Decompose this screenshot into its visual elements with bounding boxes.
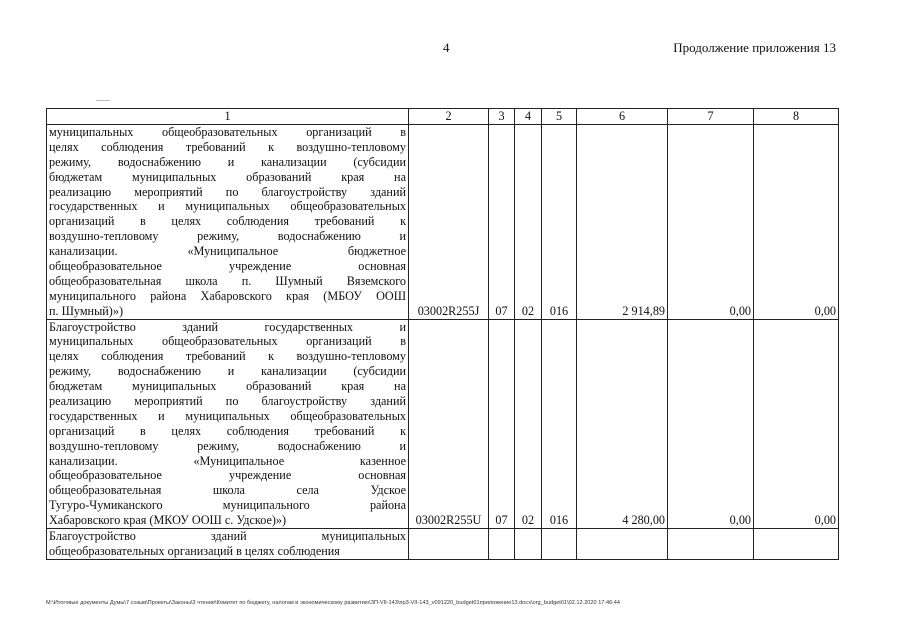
- amount-col6: 2 914,89: [577, 125, 668, 320]
- description-line: общеобразовательная школа п. Шумный Вяземского: [49, 273, 406, 288]
- column-header: 4: [515, 109, 542, 125]
- description-line: Благоустройство зданий государственных и: [49, 319, 406, 334]
- expense-type-code: 016: [542, 125, 577, 320]
- description-line: бюджетам муниципальных образований края на: [49, 379, 406, 394]
- row-description: [47, 125, 409, 320]
- row-description: [47, 319, 409, 528]
- description-line: организаций в целях соблюдения требований к: [49, 423, 406, 438]
- amount-col7: 0,00: [668, 125, 754, 320]
- column-header: 7: [668, 109, 754, 125]
- description-line: общеобразовательная школа села Удское: [49, 483, 406, 498]
- description-line: общеобразовательных организаций в целях соблюдения: [49, 543, 340, 558]
- description-line: целях соблюдения требований к воздушно-тепловому: [49, 139, 406, 154]
- column-header: 2: [409, 109, 489, 125]
- description-line: Хабаровского края (МКОУ ООШ с. Удское)»): [49, 513, 287, 528]
- amount-col8: [754, 529, 839, 560]
- page-number: 4: [443, 40, 450, 55]
- table-header-row: [47, 109, 839, 125]
- description-line: режиму, водоснабжению и канализации (субсидии: [49, 154, 406, 169]
- row-description: [47, 529, 409, 560]
- budget-table: [46, 108, 839, 560]
- description-line: реализацию мероприятий по благоустройству зданий: [49, 184, 406, 199]
- description-line: целях соблюдения требований к воздушно-тепловому: [49, 349, 406, 364]
- section-code: 07: [489, 319, 515, 528]
- description-line: режиму, водоснабжению и канализации (субсидии: [49, 364, 406, 379]
- description-line: воздушно-тепловому режиму, водоснабжению и: [49, 438, 406, 453]
- expense-type-code: [542, 529, 577, 560]
- target-article-code: 03002R255U: [409, 319, 489, 528]
- description-line: Тугуро-Чумиканского муниципального района: [49, 498, 406, 513]
- column-header: 8: [754, 109, 839, 125]
- description-line: Благоустройство зданий муниципальных: [49, 529, 406, 544]
- description-line: канализации. «Муниципальное бюджетное: [49, 244, 406, 259]
- description-line: муниципальных общеобразовательных организаций в: [49, 334, 406, 349]
- document-path-footer: M:\Итоговые документы Думы\7 созыв\Проекты\Законы\3 чтение\Комитет по бюджету, налогам и экономическому развитию\ЗП-VII-143\пр3-VII-143_v091220_budget01приложение13.docx\org_budget01\02.12.2020 17:46:44: [46, 600, 620, 606]
- table-row: [47, 319, 839, 528]
- amount-col8: 0,00: [754, 319, 839, 528]
- column-header: 3: [489, 109, 515, 125]
- amount-col8: 0,00: [754, 125, 839, 320]
- description-line: реализацию мероприятий по благоустройству зданий: [49, 394, 406, 409]
- expense-type-code: 016: [542, 319, 577, 528]
- description-line: канализации. «Муниципальное казенное: [49, 453, 406, 468]
- description-line: организаций в целях соблюдения требований к: [49, 214, 406, 229]
- target-article-code: 03002R255J: [409, 125, 489, 320]
- scan-artifact: [96, 100, 110, 101]
- table-row: [47, 125, 839, 320]
- section-code: 07: [489, 125, 515, 320]
- amount-col6: 4 280,00: [577, 319, 668, 528]
- target-article-code: [409, 529, 489, 560]
- amount-col6: [577, 529, 668, 560]
- subsection-code: 02: [515, 125, 542, 320]
- description-line: бюджетам муниципальных образований края на: [49, 169, 406, 184]
- table-row: [47, 529, 839, 560]
- column-header: 1: [47, 109, 409, 125]
- amount-col7: 0,00: [668, 319, 754, 528]
- description-line: общеобразовательное учреждение основная: [49, 259, 406, 274]
- continuation-title: Продолжение приложения 13: [673, 40, 836, 55]
- description-line: п. Шумный)»): [49, 303, 123, 318]
- description-line: воздушно-тепловому режиму, водоснабжению и: [49, 229, 406, 244]
- description-line: общеобразовательное учреждение основная: [49, 468, 406, 483]
- column-header: 6: [577, 109, 668, 125]
- section-code: [489, 529, 515, 560]
- column-header: 5: [542, 109, 577, 125]
- description-line: государственных и муниципальных общеобразовательных: [49, 408, 406, 423]
- description-line: муниципальных общеобразовательных организаций в: [49, 125, 406, 139]
- subsection-code: [515, 529, 542, 560]
- subsection-code: 02: [515, 319, 542, 528]
- description-line: государственных и муниципальных общеобразовательных: [49, 199, 406, 214]
- description-line: муниципального района Хабаровского края (МБОУ ООШ: [49, 288, 406, 303]
- amount-col7: [668, 529, 754, 560]
